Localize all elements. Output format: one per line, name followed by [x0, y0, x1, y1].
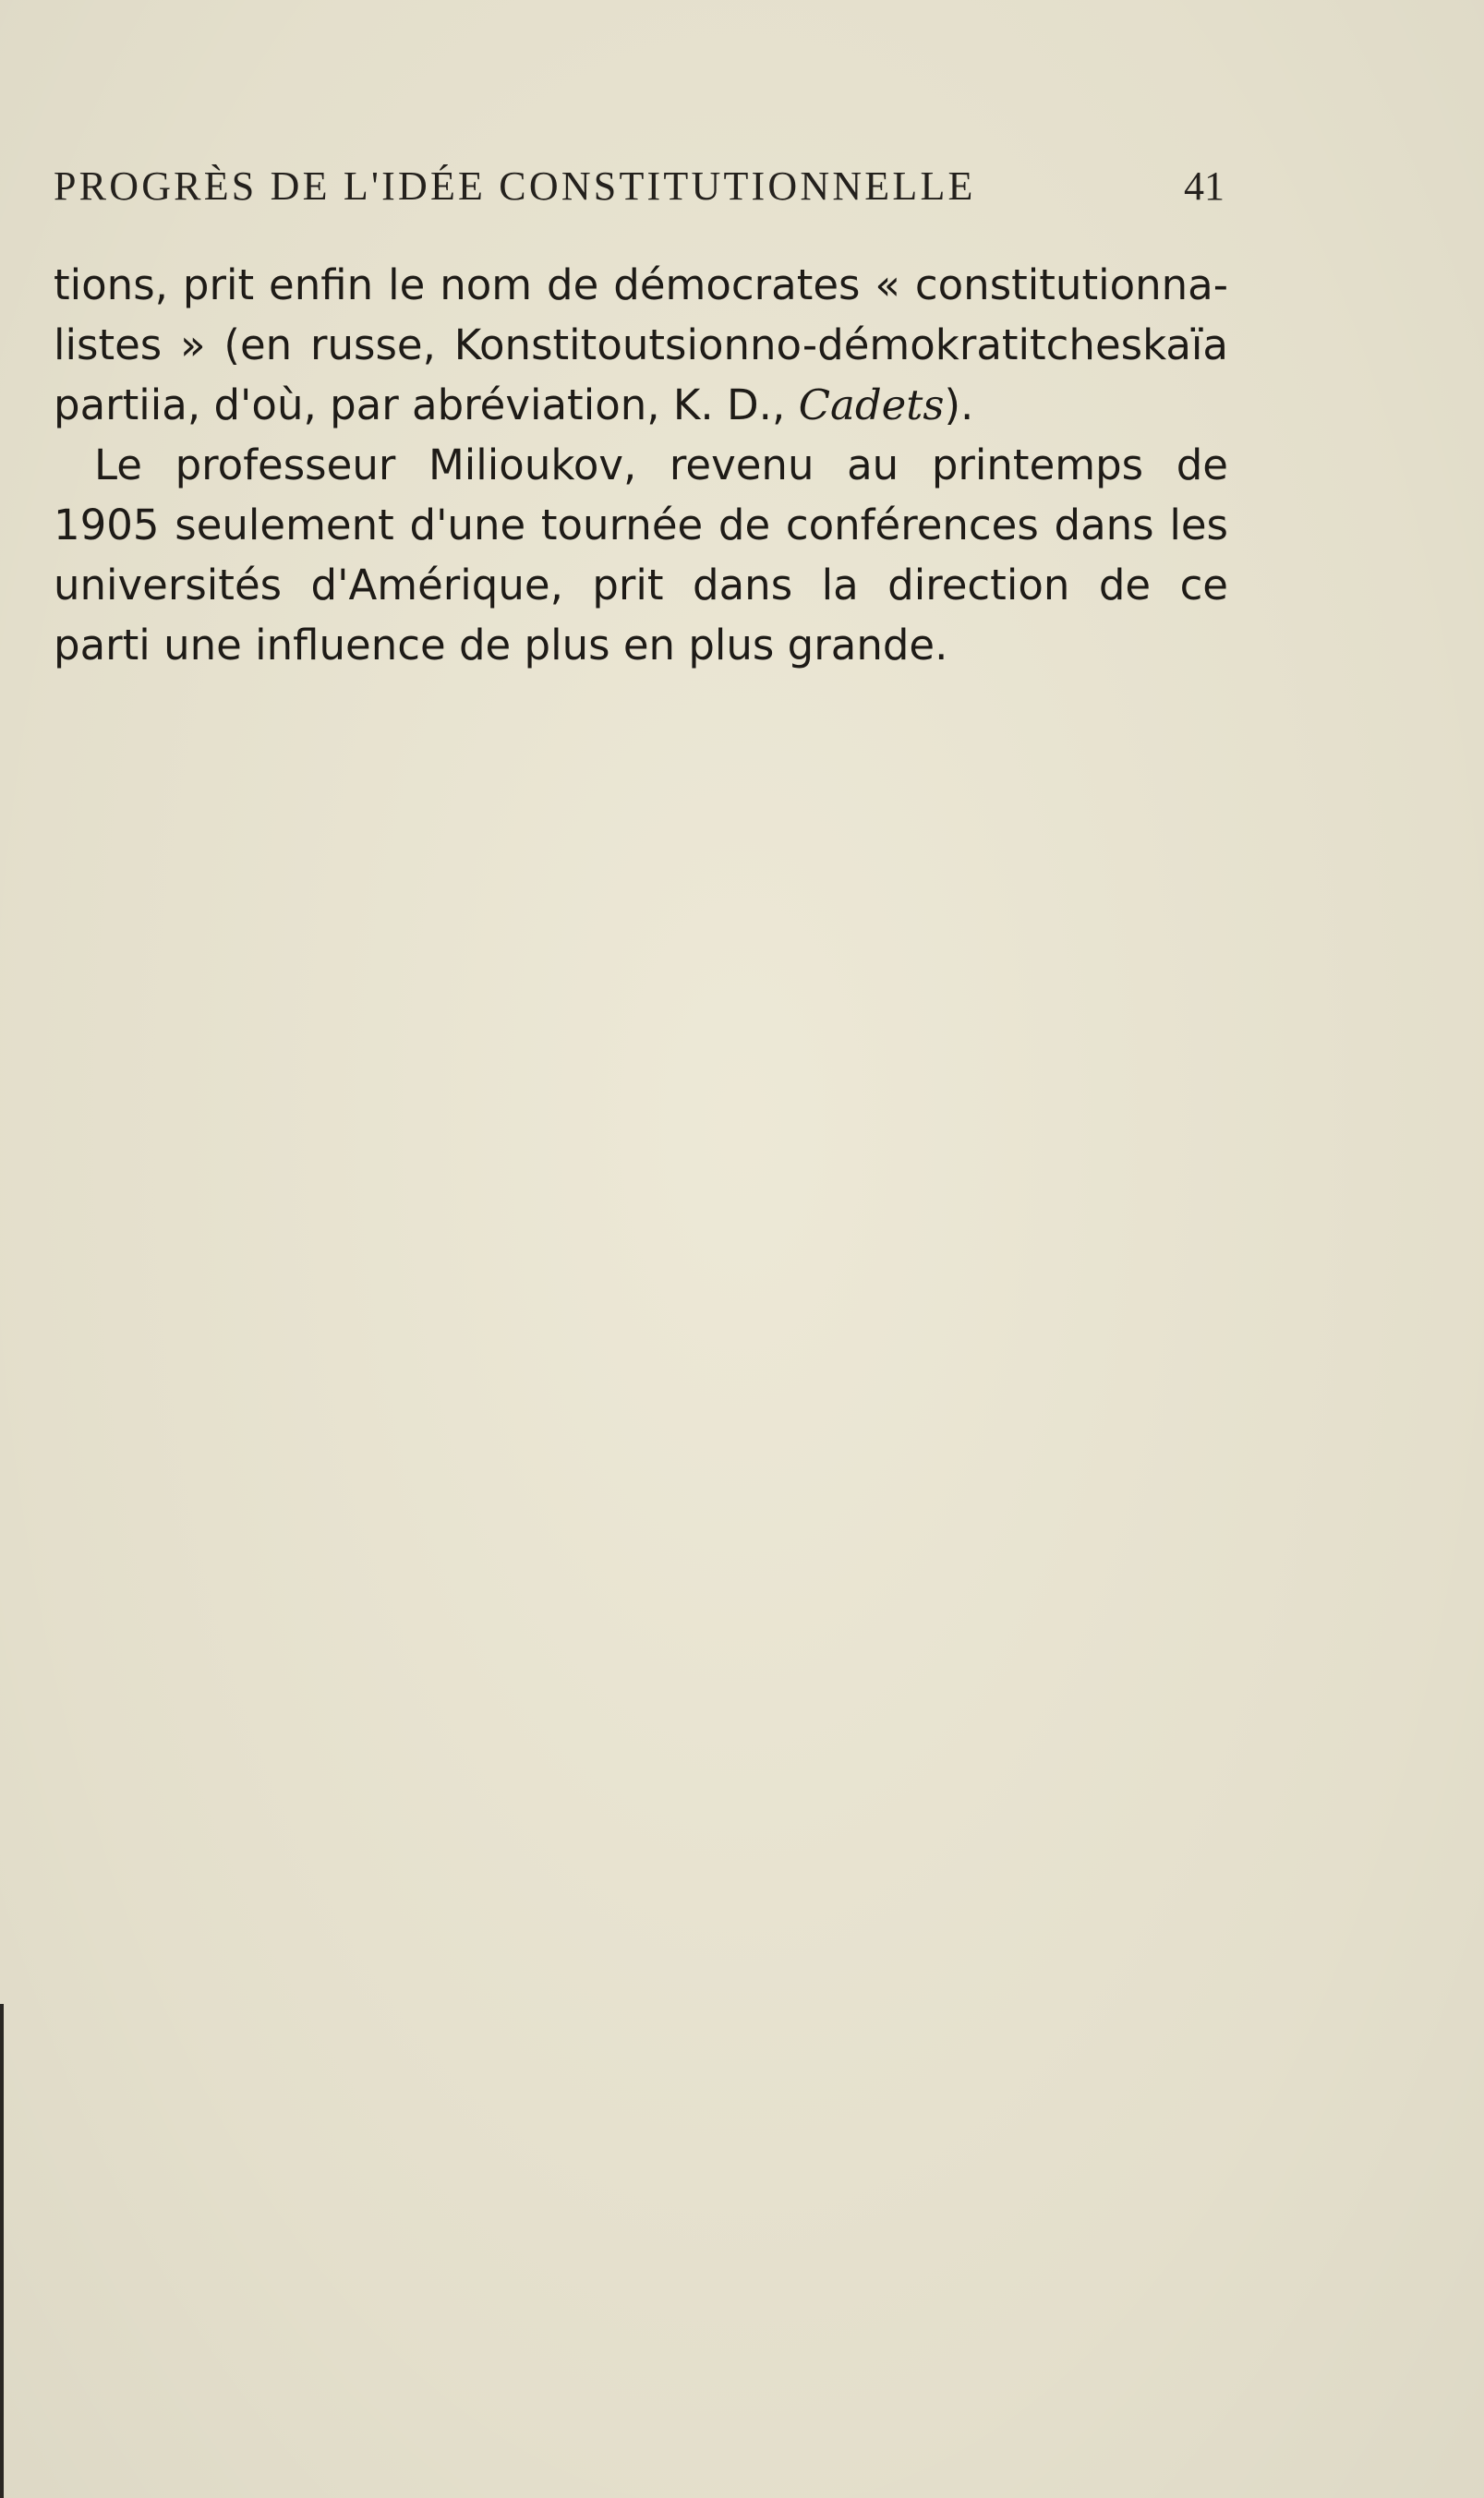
text-line: listes » (en russe, Konstitoutsionno-démokratitcheskaïa	[54, 320, 1228, 369]
italic-term: Cadets	[798, 380, 945, 429]
text-segment: partiia, d'où, par abréviation, K. D.,	[54, 380, 799, 429]
text-line: Le professeur Milioukov, revenu au printemps de	[94, 440, 1228, 489]
text-line: 1905 seulement d'une tournée de conférences dans les	[54, 501, 1228, 549]
text-line: tions, prit enfin le nom de démocrates « constitutionna-	[54, 260, 1228, 309]
paragraph-2	[54, 435, 1228, 675]
page-number: 41	[1184, 163, 1225, 209]
body-text	[54, 255, 1228, 675]
paragraph-1	[54, 255, 1228, 435]
text-line: parti une influence de plus en plus grande.	[54, 621, 948, 670]
page-edge-shadow	[0, 2004, 4, 2498]
text-line-with-italic	[54, 375, 1228, 435]
running-title: PROGRÈS DE L'IDÉE CONSTITUTIONNELLE	[54, 163, 976, 209]
text-line: universités d'Amérique, prit dans la direction de ce	[54, 561, 1228, 609]
text-segment: ).	[944, 380, 974, 429]
running-header	[54, 163, 1225, 218]
